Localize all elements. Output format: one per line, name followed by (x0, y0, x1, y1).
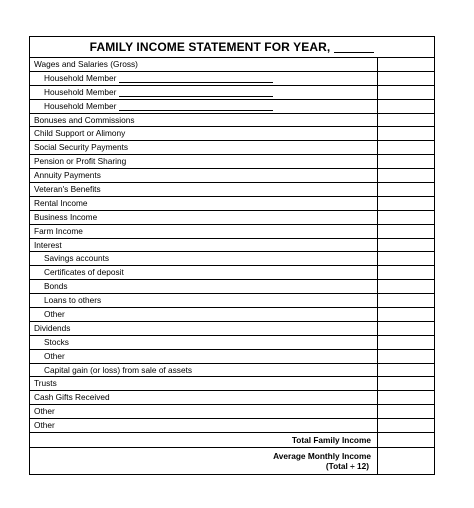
income-row-label (30, 391, 378, 404)
income-row-label-text: Loans to others (44, 295, 102, 306)
income-row-amount[interactable] (378, 391, 434, 404)
household-member-name-line[interactable] (119, 73, 273, 83)
income-row-label (30, 72, 378, 85)
income-row-label (30, 239, 378, 252)
income-row-amount[interactable] (378, 252, 434, 265)
income-row-label (30, 377, 378, 390)
income-row-amount[interactable] (378, 183, 434, 196)
income-row-label (30, 100, 378, 113)
income-row-amount[interactable] (378, 141, 434, 154)
income-row-label (30, 169, 378, 182)
income-row (30, 72, 434, 86)
income-row-label (30, 322, 378, 335)
income-row-label (30, 58, 378, 71)
income-row-label-text: Savings accounts (44, 253, 110, 264)
income-row (30, 252, 434, 266)
income-row-label (30, 266, 378, 279)
income-row (30, 197, 434, 211)
income-row-amount[interactable] (378, 266, 434, 279)
average-monthly-income-label-cell (30, 448, 378, 474)
income-row-amount[interactable] (378, 155, 434, 168)
income-row-label-text: Wages and Salaries (Gross) (34, 59, 138, 69)
income-row-label-text: Certificates of deposit (44, 267, 124, 278)
income-row (30, 405, 434, 419)
income-row-label-text: Interest (34, 239, 62, 250)
average-monthly-income-amount[interactable] (378, 448, 434, 474)
total-family-income-row (30, 433, 434, 448)
income-row-label-text: Other (34, 420, 55, 431)
income-row (30, 280, 434, 294)
income-row (30, 364, 434, 378)
income-row-label (30, 294, 378, 307)
income-rows (30, 58, 434, 433)
income-row-amount[interactable] (378, 127, 434, 140)
income-row-label-text: Annuity Payments (34, 170, 101, 181)
income-row-amount[interactable] (378, 58, 434, 71)
income-row-label-text: Trusts (34, 378, 57, 389)
income-row (30, 100, 434, 114)
income-row (30, 266, 434, 280)
income-row-amount[interactable] (378, 72, 434, 85)
income-row-amount[interactable] (378, 86, 434, 99)
income-row-label (30, 350, 378, 363)
income-row-label (30, 405, 378, 418)
income-row-amount[interactable] (378, 405, 434, 418)
income-row-label-text: Bonuses and Commissions (34, 114, 135, 125)
income-row (30, 114, 434, 128)
average-monthly-income-row (30, 448, 434, 474)
total-family-income-label: Total Family Income (30, 433, 378, 447)
income-row-label (30, 336, 378, 349)
income-row (30, 86, 434, 100)
income-row (30, 141, 434, 155)
household-member-name-line[interactable] (119, 101, 273, 111)
income-row-label-text: Social Security Payments (34, 142, 129, 153)
income-row-label (30, 197, 378, 210)
income-row-label-text: Child Support or Alimony (34, 128, 126, 139)
income-row (30, 169, 434, 183)
income-row-amount[interactable] (378, 350, 434, 363)
income-row-amount[interactable] (378, 211, 434, 224)
income-row-label (30, 419, 378, 432)
income-row-amount[interactable] (378, 419, 434, 432)
income-row (30, 127, 434, 141)
income-row-label-text: Household Member (44, 86, 117, 97)
form-title-row (30, 37, 434, 58)
average-monthly-income-formula: (Total ÷ 12) (325, 461, 369, 472)
total-family-income-amount[interactable] (378, 433, 434, 447)
income-row-label (30, 280, 378, 293)
income-row (30, 419, 434, 433)
income-row-amount[interactable] (378, 364, 434, 377)
income-row-label (30, 114, 378, 127)
income-row-label-text: Household Member (44, 100, 117, 111)
income-row (30, 391, 434, 405)
income-row-label (30, 364, 378, 377)
income-row-label (30, 225, 378, 238)
income-row (30, 58, 434, 72)
income-row-label-text: Farm Income (34, 225, 83, 236)
income-row-label-text: Other (44, 309, 65, 320)
income-row (30, 211, 434, 225)
income-row (30, 350, 434, 364)
average-monthly-income-label: Average Monthly Income (273, 451, 371, 462)
income-row-amount[interactable] (378, 336, 434, 349)
income-row-amount[interactable] (378, 294, 434, 307)
income-row-amount[interactable] (378, 280, 434, 293)
income-row-label (30, 211, 378, 224)
income-row-amount[interactable] (378, 322, 434, 335)
income-row-amount[interactable] (378, 169, 434, 182)
income-row-amount[interactable] (378, 100, 434, 113)
income-row-label (30, 183, 378, 196)
income-row-label-text: Veteran's Benefits (34, 184, 101, 195)
income-row-label-text: Dividends (34, 322, 71, 333)
income-row-label-text: Cash Gifts Received (34, 392, 110, 403)
income-row-amount[interactable] (378, 114, 434, 127)
income-row (30, 308, 434, 322)
income-row-amount[interactable] (378, 197, 434, 210)
income-row-amount[interactable] (378, 239, 434, 252)
income-row-label-text: Rental Income (34, 197, 88, 208)
income-row-label-text: Other (44, 350, 65, 361)
income-row (30, 377, 434, 391)
income-row-label-text: Stocks (44, 336, 69, 347)
income-row-amount[interactable] (378, 225, 434, 238)
income-row (30, 336, 434, 350)
income-row-label (30, 155, 378, 168)
income-row-label (30, 86, 378, 99)
income-row (30, 225, 434, 239)
income-row-label-text: Capital gain (or loss) from sale of assets (44, 364, 193, 375)
year-blank-field[interactable] (334, 42, 374, 53)
income-row (30, 183, 434, 197)
income-row-label-text: Other (34, 406, 55, 417)
form-title: FAMILY INCOME STATEMENT FOR YEAR, (89, 40, 331, 54)
income-statement-form (29, 36, 435, 475)
income-row (30, 239, 434, 253)
income-row-amount[interactable] (378, 377, 434, 390)
income-row-label-text: Business Income (34, 211, 98, 222)
income-row (30, 322, 434, 336)
income-row (30, 155, 434, 169)
income-row-label-text: Household Member (44, 72, 117, 83)
income-row (30, 294, 434, 308)
income-row-label (30, 141, 378, 154)
income-row-label-text: Pension or Profit Sharing (34, 156, 127, 167)
income-row-label (30, 252, 378, 265)
household-member-name-line[interactable] (119, 87, 273, 97)
income-row-label-text: Bonds (44, 281, 68, 292)
income-row-label (30, 127, 378, 140)
income-row-amount[interactable] (378, 308, 434, 321)
income-row-label (30, 308, 378, 321)
